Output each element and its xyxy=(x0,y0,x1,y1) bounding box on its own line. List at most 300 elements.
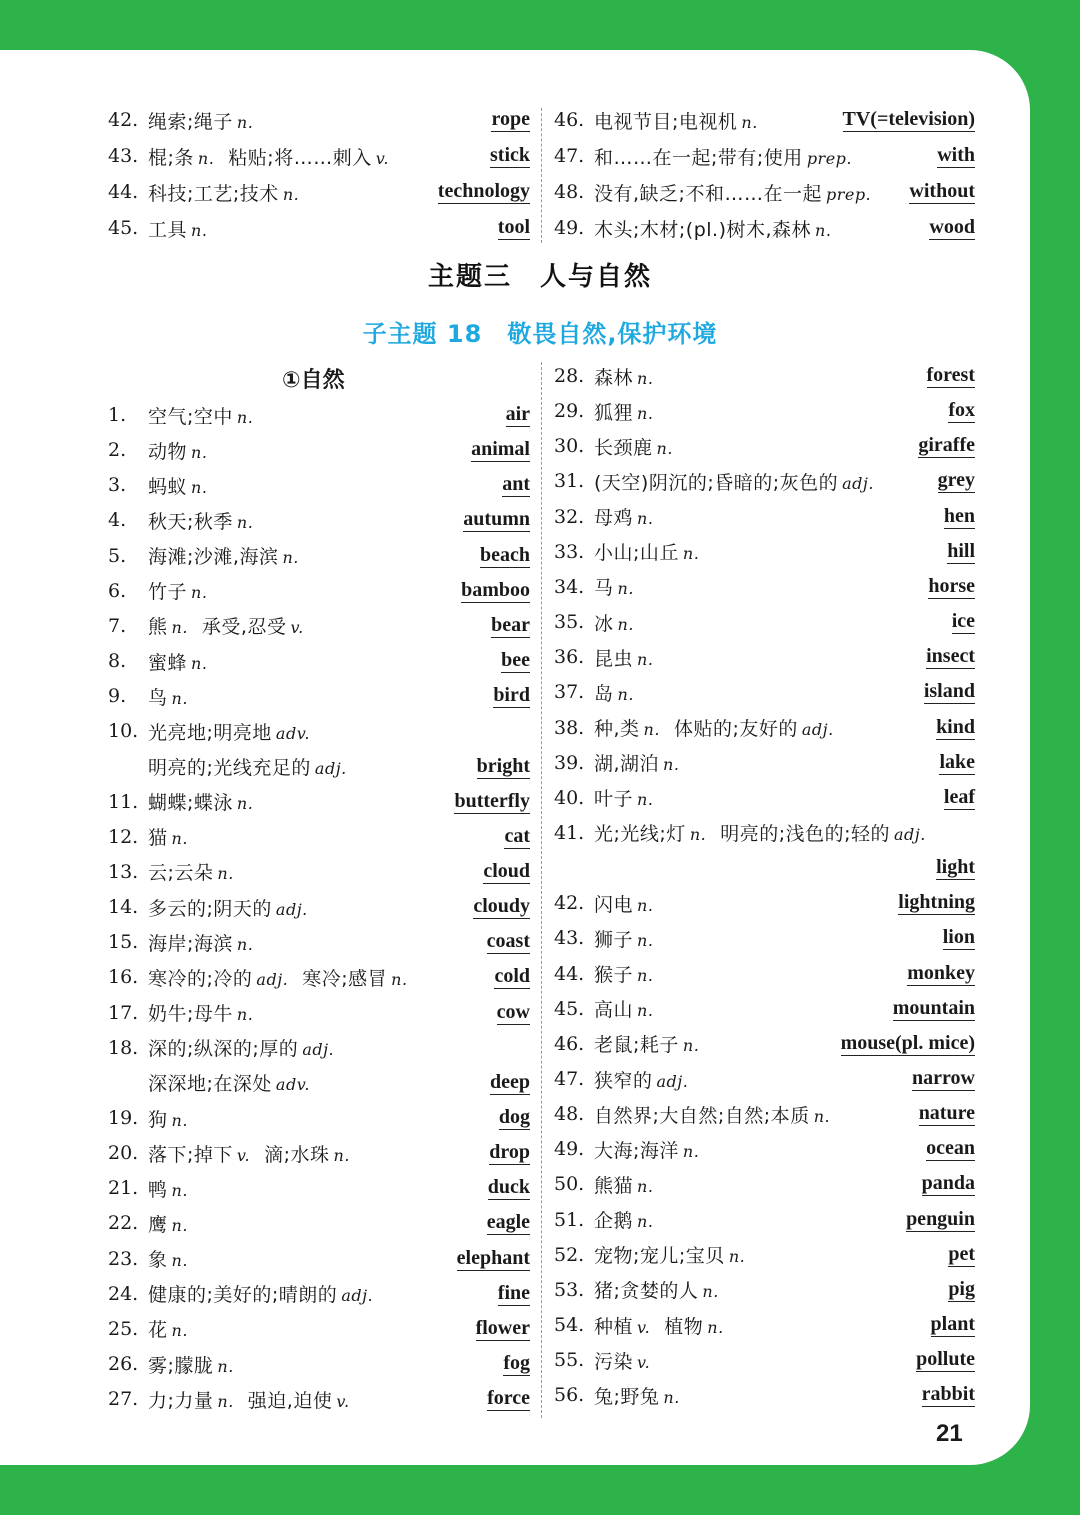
entry-number: 11. xyxy=(108,790,139,813)
entry-definition xyxy=(594,573,928,600)
entry-definition xyxy=(148,1140,489,1167)
entry-definition xyxy=(148,894,473,921)
vocab-entry xyxy=(108,539,530,573)
entry-number: 30. xyxy=(554,435,585,458)
vocab-entry xyxy=(554,1378,975,1412)
entry-definition xyxy=(148,179,438,206)
english-word: grey xyxy=(937,469,975,492)
english-word: with xyxy=(937,144,975,166)
english-word: forest xyxy=(926,364,975,386)
definition-text: 蝴蝶;蝶泳 xyxy=(148,792,233,815)
part-of-speech: n. xyxy=(197,148,215,168)
entry-definition xyxy=(594,644,926,671)
english-word: panda xyxy=(921,1172,975,1195)
definition-text: 明亮的;光线充足的 xyxy=(148,757,311,779)
definition-text: 鸭 xyxy=(148,1178,168,1201)
definition-text: 冰 xyxy=(594,612,614,635)
english-word: flower xyxy=(475,1316,530,1339)
entry-definition xyxy=(148,215,498,242)
entry-number: 38. xyxy=(554,716,585,739)
vocab-entry xyxy=(554,746,975,780)
entry-number: 13. xyxy=(108,860,139,883)
vocab-entry xyxy=(554,500,975,534)
entry-definition xyxy=(594,784,944,811)
entry-number: 14. xyxy=(108,896,139,919)
vocab-entry xyxy=(554,103,975,137)
english-word: nature xyxy=(918,1102,975,1125)
part-of-speech: n. xyxy=(282,184,300,204)
vocab-entry xyxy=(554,992,975,1026)
english-word: mountain xyxy=(892,996,975,1019)
english-word: cat xyxy=(504,824,530,847)
part-of-speech: n. xyxy=(663,755,680,775)
definition-text: 海滩;沙滩,海滨 xyxy=(148,546,279,569)
english-word: rabbit xyxy=(921,1383,975,1406)
entry-definition xyxy=(148,858,483,885)
entry-number: 17. xyxy=(108,1001,139,1024)
vocab-entry xyxy=(554,851,975,885)
entry-definition xyxy=(594,398,948,425)
entry-definition xyxy=(148,507,463,534)
part-of-speech-secondary: adj. xyxy=(894,825,926,845)
entry-definition xyxy=(594,890,898,917)
definition-text: 海岸;海滨 xyxy=(148,932,233,955)
entry-number: 33. xyxy=(554,540,585,563)
vocab-entry xyxy=(554,1273,975,1307)
part-of-speech: n. xyxy=(637,1176,654,1196)
definition-text: 深深地;在深处 xyxy=(148,1073,272,1096)
definition-text: 蜜蜂 xyxy=(148,651,188,674)
part-of-speech: n. xyxy=(236,112,254,132)
vocab-entry xyxy=(108,996,530,1030)
vocab-entry xyxy=(108,468,530,502)
english-word: drop xyxy=(489,1141,530,1164)
entry-number: 48. xyxy=(554,181,585,203)
vocab-entry xyxy=(554,535,975,569)
entry-definition xyxy=(594,1241,948,1268)
english-word: fine xyxy=(497,1281,530,1304)
part-of-speech: n. xyxy=(689,825,707,845)
definition-text-secondary: 强迫,迫使 xyxy=(247,1389,333,1412)
entry-number: 9. xyxy=(108,685,127,708)
vocab-entry xyxy=(108,1382,530,1416)
entry-definition xyxy=(148,964,494,991)
entry-definition xyxy=(594,1347,916,1374)
vocab-entry xyxy=(554,1343,975,1377)
part-of-speech: adj. xyxy=(341,1286,374,1306)
part-of-speech: n. xyxy=(637,368,654,388)
definition-text: 狐狸 xyxy=(594,401,634,424)
vocab-entry xyxy=(554,1308,975,1342)
entry-definition xyxy=(148,929,487,956)
vocab-entry xyxy=(554,570,975,604)
vocab-entry xyxy=(108,1277,530,1311)
entry-definition xyxy=(594,679,924,706)
entry-definition xyxy=(594,749,939,776)
entry-number: 1. xyxy=(108,404,127,426)
vocab-entry xyxy=(108,855,530,889)
entry-number: 36. xyxy=(554,646,585,669)
entry-definition xyxy=(594,1066,912,1093)
entry-number: 32. xyxy=(554,505,585,528)
part-of-speech: n. xyxy=(191,442,208,462)
entry-definition xyxy=(594,468,938,495)
entry-number: 34. xyxy=(554,575,585,598)
definition-text: 绳索;绳子 xyxy=(148,110,233,133)
entry-definition xyxy=(148,437,471,464)
vocab-entry xyxy=(108,609,530,643)
definition-text: 熊猫 xyxy=(594,1174,634,1197)
definition-text: 奶牛;母牛 xyxy=(148,1003,233,1026)
entry-definition xyxy=(594,538,947,565)
part-of-speech-secondary: v. xyxy=(290,618,304,638)
entry-number: 22. xyxy=(108,1212,139,1235)
entry-number: 16. xyxy=(108,966,139,989)
part-of-speech: v. xyxy=(236,1145,251,1165)
entry-number: 54. xyxy=(554,1314,585,1337)
vocab-entry xyxy=(108,1136,530,1170)
part-of-speech: n. xyxy=(171,688,188,708)
column-divider-bottom xyxy=(541,362,542,1418)
definition-text: 种,类 xyxy=(594,718,640,740)
vocab-entry xyxy=(108,398,530,432)
entry-definition xyxy=(594,107,843,134)
entry-definition xyxy=(594,1276,948,1303)
entry-definition xyxy=(148,1105,499,1132)
part-of-speech: n. xyxy=(217,864,234,884)
part-of-speech: n. xyxy=(663,1387,680,1407)
english-word: narrow xyxy=(912,1067,975,1089)
entry-definition xyxy=(594,215,929,242)
definition-text: 小山;山丘 xyxy=(594,542,679,565)
vocab-entry xyxy=(108,1066,530,1100)
entry-definition xyxy=(148,1386,487,1413)
part-of-speech: n. xyxy=(682,544,700,564)
part-of-speech: n. xyxy=(217,1391,234,1411)
english-word: stick xyxy=(490,144,530,166)
english-word: cow xyxy=(496,1000,530,1023)
entry-number: 4. xyxy=(108,509,127,532)
definition-text-secondary: 寒冷;感冒 xyxy=(302,967,388,990)
entry-number: 42. xyxy=(108,109,139,131)
english-word: air xyxy=(505,403,530,425)
entry-definition xyxy=(148,683,493,710)
english-word: pet xyxy=(948,1242,975,1265)
definition-text-secondary: 明亮的;浅色的;轻的 xyxy=(720,823,891,846)
english-word: dog xyxy=(498,1106,530,1128)
entry-number: 10. xyxy=(108,720,139,743)
entry-number: 49. xyxy=(554,217,585,239)
entry-definition xyxy=(594,1206,906,1233)
part-of-speech: n. xyxy=(815,220,832,240)
english-word: fog xyxy=(503,1352,530,1375)
part-of-speech: adj. xyxy=(275,899,308,919)
entry-number: 43. xyxy=(108,145,139,167)
part-of-speech: n. xyxy=(682,1141,700,1161)
definition-text: 棍;条 xyxy=(148,146,194,169)
entry-number: 44. xyxy=(108,181,139,203)
definition-text: 象 xyxy=(148,1249,168,1272)
part-of-speech: n. xyxy=(637,1001,654,1021)
entry-number: 51. xyxy=(554,1208,585,1231)
part-of-speech: n. xyxy=(637,403,654,423)
english-word: fox xyxy=(948,399,975,422)
entry-definition xyxy=(148,999,497,1026)
vocab-entry xyxy=(108,785,530,819)
english-word: bird xyxy=(493,684,530,707)
vocab-entry xyxy=(554,464,975,498)
part-of-speech: n. xyxy=(637,895,654,915)
vocab-entry xyxy=(108,1031,530,1065)
vocab-entry xyxy=(108,1347,530,1381)
definition-text: 雾;朦胧 xyxy=(148,1354,214,1377)
entry-definition xyxy=(148,648,501,675)
vocab-entry xyxy=(108,175,530,209)
part-of-speech: n. xyxy=(217,1356,234,1376)
entry-definition xyxy=(148,107,491,134)
vocab-entry xyxy=(554,957,975,991)
definition-text: 马 xyxy=(594,577,614,600)
part-of-speech: n. xyxy=(617,684,634,704)
part-of-speech: prep. xyxy=(825,184,872,204)
part-of-speech: n. xyxy=(617,614,634,634)
vocab-entry xyxy=(554,1167,975,1201)
english-word: plant xyxy=(930,1313,975,1336)
english-word: animal xyxy=(471,438,530,461)
vocab-entry xyxy=(554,816,975,850)
page-number: 21 xyxy=(936,1420,963,1447)
vocab-entry xyxy=(108,503,530,537)
definition-text: 兔;野兔 xyxy=(594,1385,660,1408)
english-word: autumn xyxy=(463,508,530,531)
part-of-speech: n. xyxy=(171,1321,188,1341)
english-word: elephant xyxy=(456,1246,530,1269)
entry-number: 3. xyxy=(108,474,127,497)
definition-text: 种植 xyxy=(594,1315,634,1338)
part-of-speech: n. xyxy=(643,720,660,739)
part-of-speech: adj. xyxy=(656,1071,689,1091)
definition-text: 云;云朵 xyxy=(148,862,214,885)
entry-definition xyxy=(594,503,944,530)
vocab-entry xyxy=(108,1206,530,1240)
entry-number: 47. xyxy=(554,1068,585,1090)
part-of-speech: n. xyxy=(171,618,188,638)
entry-definition xyxy=(594,1171,922,1198)
entry-definition xyxy=(594,143,937,170)
english-word: coast xyxy=(486,930,530,953)
vocab-entry xyxy=(554,1062,975,1096)
english-word: bright xyxy=(476,754,530,777)
vocab-entry xyxy=(554,1097,975,1131)
part-of-speech: adj. xyxy=(302,1040,335,1060)
entry-number: 26. xyxy=(108,1353,139,1376)
entry-number: 50. xyxy=(554,1173,585,1196)
part-of-speech: n. xyxy=(236,1005,254,1025)
definition-text-secondary: 植物 xyxy=(664,1315,704,1338)
definition-text: 昆虫 xyxy=(594,647,634,670)
definition-text: 狗 xyxy=(148,1108,168,1131)
english-word: cloud xyxy=(483,859,530,882)
part-of-speech: n. xyxy=(191,477,208,497)
english-word: TV(=television) xyxy=(842,108,975,130)
part-of-speech: n. xyxy=(236,794,254,814)
vocab-entry xyxy=(108,1312,530,1346)
theme-title: 主题三 人与自然 xyxy=(427,262,652,292)
definition-text: 猴子 xyxy=(594,964,634,987)
entry-number: 12. xyxy=(108,825,139,848)
entry-number: 40. xyxy=(554,786,585,809)
vocab-entry xyxy=(554,886,975,920)
entry-number: 5. xyxy=(108,544,127,567)
english-word: ant xyxy=(502,473,530,496)
english-word: hill xyxy=(947,539,975,562)
entry-definition xyxy=(594,363,927,390)
entry-number: 19. xyxy=(108,1107,139,1129)
entry-number: 52. xyxy=(554,1243,585,1266)
entry-definition xyxy=(594,1136,926,1163)
entry-definition xyxy=(148,542,480,569)
sub-theme-title: 子主题 18 敬畏自然,保护环境 xyxy=(362,320,718,348)
vocab-entry xyxy=(108,820,530,854)
part-of-speech-secondary: n. xyxy=(707,1317,724,1337)
vocab-entry xyxy=(554,640,975,674)
english-word: technology xyxy=(437,180,530,202)
part-of-speech-secondary: v. xyxy=(375,148,389,168)
part-of-speech-secondary: adj. xyxy=(801,720,834,739)
entry-number: 21. xyxy=(108,1177,139,1200)
english-word: hen xyxy=(943,504,975,527)
entry-definition xyxy=(148,788,454,815)
definition-text: 高山 xyxy=(594,999,634,1022)
section-heading-nature: ①自然 xyxy=(282,368,345,393)
english-word: rope xyxy=(491,108,530,130)
part-of-speech: n. xyxy=(813,1106,831,1126)
entry-definition xyxy=(148,1245,457,1272)
entry-definition xyxy=(148,1069,490,1096)
entry-number: 7. xyxy=(108,614,127,637)
english-word: cloudy xyxy=(473,895,530,918)
vocab-entry xyxy=(108,714,530,748)
definition-text: 木头;木材;(pl.)树木,森林 xyxy=(594,218,812,241)
part-of-speech: n. xyxy=(702,1282,719,1302)
definition-text: 深的;纵深的;厚的 xyxy=(148,1038,299,1061)
vocab-entry xyxy=(108,644,530,678)
part-of-speech: n. xyxy=(171,1110,188,1130)
vocab-entry xyxy=(108,1171,530,1205)
vocab-entry xyxy=(108,960,530,994)
part-of-speech: n. xyxy=(236,512,254,532)
entry-number: 46. xyxy=(554,109,585,131)
english-word: light xyxy=(936,856,975,879)
vocab-entry xyxy=(108,1101,530,1135)
entry-number: 15. xyxy=(108,931,139,954)
part-of-speech: adj. xyxy=(314,759,347,778)
definition-text: 竹子 xyxy=(148,581,188,604)
vocab-entry xyxy=(554,711,975,745)
part-of-speech: v. xyxy=(637,1317,651,1337)
entry-number: 6. xyxy=(108,579,127,602)
english-word: pig xyxy=(948,1277,975,1300)
part-of-speech: prep. xyxy=(806,148,852,168)
english-word: lion xyxy=(942,926,975,949)
definition-text: 闪电 xyxy=(594,893,634,916)
definition-text: 老鼠;耗子 xyxy=(594,1034,679,1057)
part-of-speech: n. xyxy=(682,1036,700,1056)
entry-definition xyxy=(148,1315,476,1342)
entry-number: 48. xyxy=(554,1103,585,1126)
definition-text: 长颈鹿 xyxy=(594,436,653,459)
part-of-speech: n. xyxy=(171,829,188,849)
english-word: wood xyxy=(929,216,975,238)
entry-definition xyxy=(148,472,502,499)
entry-definition xyxy=(594,433,918,460)
part-of-speech: n. xyxy=(191,583,208,603)
entry-number: 31. xyxy=(554,470,585,493)
entry-definition xyxy=(594,1030,841,1057)
definition-text: 大海;海洋 xyxy=(594,1139,679,1162)
definition-text-secondary: 粘贴;将……刺入 xyxy=(228,146,372,169)
part-of-speech: n. xyxy=(617,579,634,599)
definition-text: 猪;贪婪的人 xyxy=(594,1280,699,1303)
entry-definition xyxy=(148,753,477,780)
entry-definition xyxy=(594,995,893,1022)
vocab-entry xyxy=(554,211,975,245)
vocab-entry xyxy=(554,139,975,173)
vocab-entry xyxy=(108,1242,530,1276)
entry-number: 55. xyxy=(554,1349,585,1372)
entry-number: 45. xyxy=(108,217,139,239)
entry-number: 43. xyxy=(554,927,585,950)
definition-text: (天空)阴沉的;昏暗的;灰色的 xyxy=(594,471,839,494)
entry-definition xyxy=(594,1382,922,1409)
english-word: penguin xyxy=(906,1207,975,1230)
entry-definition xyxy=(594,1101,919,1128)
definition-text: 空气;空中 xyxy=(148,405,233,428)
entry-definition xyxy=(148,718,530,745)
english-word: bee xyxy=(501,649,530,672)
definition-text: 寒冷的;冷的 xyxy=(148,967,253,990)
definition-text: 花 xyxy=(148,1319,168,1342)
entry-number: 28. xyxy=(554,365,585,387)
entry-number: 42. xyxy=(554,892,585,915)
vocab-entry xyxy=(554,394,975,428)
vocab-entry xyxy=(108,890,530,924)
definition-text: 健康的;美好的;晴朗的 xyxy=(148,1284,338,1307)
entry-number: 2. xyxy=(108,439,127,462)
english-word: giraffe xyxy=(918,434,975,457)
definition-text: 森林 xyxy=(594,366,634,389)
vocab-entry xyxy=(554,1203,975,1237)
definition-text: 光;光线;灯 xyxy=(594,823,686,846)
english-word: island xyxy=(923,680,975,703)
definition-text: 猫 xyxy=(148,827,168,850)
entry-number: 46. xyxy=(554,1032,585,1055)
english-word: kind xyxy=(936,715,975,738)
vocab-entry xyxy=(108,211,530,245)
english-word: lightning xyxy=(898,891,975,914)
entry-number: 23. xyxy=(108,1247,139,1270)
vocab-entry xyxy=(554,1238,975,1272)
part-of-speech-secondary: n. xyxy=(391,969,408,989)
part-of-speech: n. xyxy=(656,438,673,458)
vocab-entry xyxy=(108,103,530,137)
entry-number: 39. xyxy=(554,751,585,774)
definition-text: 蚂蚁 xyxy=(148,475,188,498)
entry-number: 29. xyxy=(554,400,585,423)
part-of-speech: n. xyxy=(191,653,208,673)
entry-definition xyxy=(594,714,936,741)
part-of-speech: n. xyxy=(171,1215,188,1235)
